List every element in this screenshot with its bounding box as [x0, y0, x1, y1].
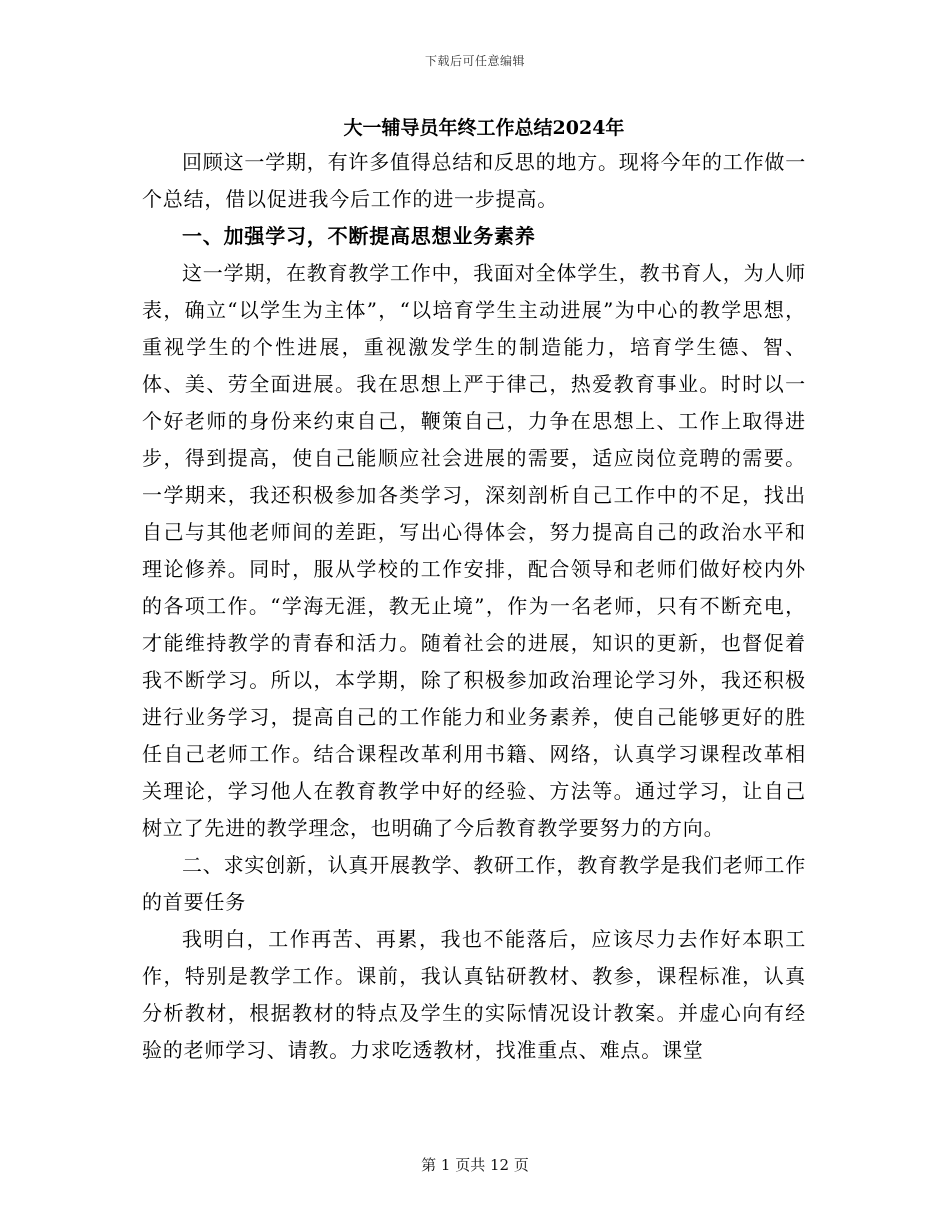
- page-number: 第 1 页共 12 页: [421, 1156, 529, 1174]
- section-heading-1: 一、加强学习，不断提高思想业务素养: [182, 224, 536, 248]
- document-body: [142, 112, 806, 1069]
- header-note: 下载后可任意编辑: [424, 54, 525, 68]
- section-heading-2: 二、求实创新，认真开展教学、教研工作，教育教学是我们老师工作的首要任务: [142, 853, 806, 914]
- document-title: 大一辅导员年终工作总结2024年: [343, 117, 625, 139]
- paragraph-section-1: 这一学期，在教育教学工作中，我面对全体学生，教书育人，为人师表，确立“以学生为主体”，“以培育学生主动进展”为中心的教学思想，重视学生的个性进展，重视激发学生的制造能力，培育学生德、智、体、美、劳全面进展。我在思想上严于律己，热爱教育事业。时时以一个好老师的身份来约束自己，鞭策自己，力争在思想上、工作上取得进步，得到提高，使自己能顺应社会进展的需要，适应岗位竞聘的需要。一学期来，我还积极参加各类学习，深刻剖析自己工作中的不足，找出自己与其他老师间的差距，写出心得体会，努力提高自己的政治水平和理论修养。同时，服从学校的工作安排，配合领导和老师们做好校内外的各项工作。“学海无涯，教无止境”，作为一名老师，只有不断充电，才能维持教学的青春和活力。随着社会的进展，知识的更新，也督促着我不断学习。所以，本学期，除了积极参加政治理论学习外，我还积极进行业务学习，提高自己的工作能力和业务素养，使自己能够更好的胜任自己老师工作。结合课程改革利用书籍、网络，认真学习课程改革相关理论，学习他人在教育教学中好的经验、方法等。通过学习，让自己树立了先进的教学理念，也明确了今后教育教学要努力的方向。: [142, 261, 806, 840]
- paragraph-section-2: 我明白，工作再苦、再累，我也不能落后，应该尽力去作好本职工作，特别是教学工作。课前，我认真钻研教材、教参，课程标准，认真分析教材，根据教材的特点及学生的实际情况设计教案。并虚心向有经验的老师学习、请教。力求吃透教材，找准重点、难点。课堂: [142, 927, 806, 1062]
- paragraph-intro: 回顾这一学期，有许多值得总结和反思的地方。现将今年的工作做一个总结，借以促进我今后工作的进一步提高。: [142, 150, 806, 211]
